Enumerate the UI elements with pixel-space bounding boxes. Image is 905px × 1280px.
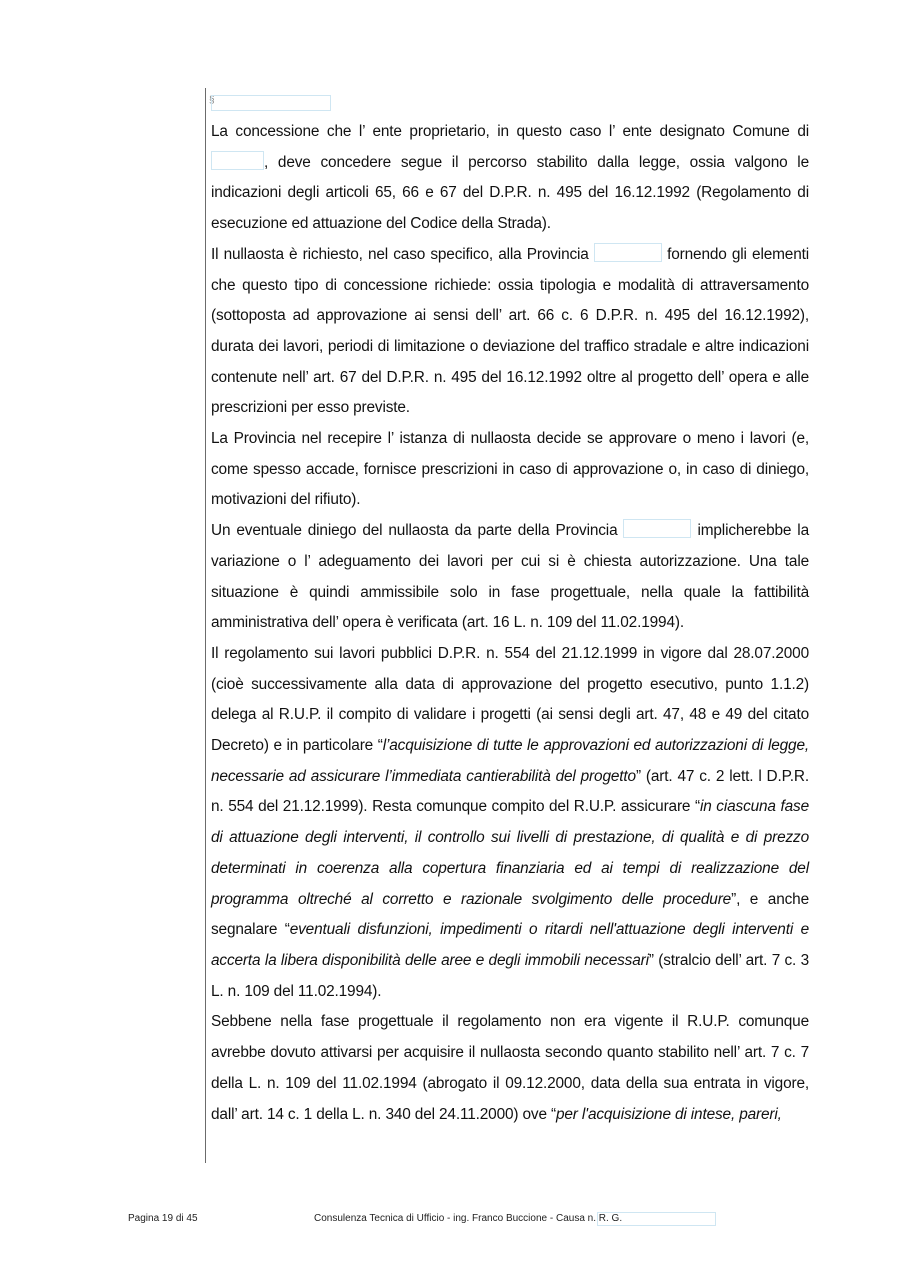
paragraph-4: Un eventuale diniego del nullaosta da parte della Provincia implicherebbe la variazione o l’ adeguamento dei lavori per cui si è chiesta autorizzazione. Una tale situazione è quindi ammissibile solo in fase progettuale, nella quale la fattibilità amministrativa dell’ opera è verificata (art. 16 L. n. 109 del 11.02.1994).: [211, 516, 809, 639]
page-number: Pagina 19 di 45: [128, 1213, 198, 1224]
redacted-province-2: [623, 519, 691, 538]
redacted-province: [594, 243, 662, 262]
paragraph-6: Sebbene nella fase progettuale il regolamento non era vigente il R.U.P. comunque avrebbe dovuto attivarsi per acquisire il nullaosta secondo quanto stabilito nell’ art. 7 c. 7 della L. n. 109 del 11.02.1994 (abrogato il 09.12.2000, data della sua entrata in vigore, dall’ art. 14 c. 1 della L. n. 340 del 24.11.2000) ove “per l'acquisizione di intese, pareri,: [211, 1013, 809, 1123]
redacted-case-number: [597, 1212, 716, 1226]
paragraph-1: La concessione che l’ ente proprietario, in questo caso l’ ente designato Comune di , deve concedere segue il percorso stabilito dalla legge, ossia valgono le indicazioni degli articoli 65, 66 e 67 del D.P.R. n. 495 del 16.12.1992 (Regolamento di esecuzione ed attuazione del Codice della Strada).: [211, 123, 809, 233]
redacted-municipality: [211, 151, 264, 170]
paragraph-5: Il regolamento sui lavori pubblici D.P.R. n. 554 del 21.12.1999 in vigore dal 28.07.2000 (cioè successivamente alla data di approvazione del progetto esecutivo, punto 1.1.2) delega al R.U.P. il compito di validare i progetti (ai sensi degli art. 47, 48 e 49 del citato Decreto) e in particolare “l’acquisizione di tutte le approvazioni ed autorizzazioni di legge, necessarie ad assicurare l’immediata cantierabilità del progetto” (art. 47 c. 2 lett. l D.P.R. n. 554 del 21.12.1999). Resta comunque compito del R.U.P. assicurare “in ciascuna fase di attuazione degli interventi, il controllo sui livelli di prestazione, di qualità e di prezzo determinati in coerenza alla copertura finanziaria ed ai tempi di realizzazione del programma oltreché al corretto e razionale svolgimento delle procedure”, e anche segnalare “eventuali disfunzioni, impedimenti o ritardi nell'attuazione degli interventi e accerta la libera disponibilità delle aree e degli immobili necessari” (stralcio dell’ art. 7 c. 3 L. n. 109 del 11.02.1994).: [211, 644, 810, 1000]
left-margin-rule: [205, 88, 206, 1163]
footer-caption: Consulenza Tecnica di Ufficio - ing. Franco Buccione - Causa n. R. G.: [314, 1213, 623, 1224]
document-body: [211, 117, 809, 1130]
section-mark: §: [209, 95, 215, 106]
paragraph-2: Il nullaosta è richiesto, nel caso specifico, alla Provincia fornendo gli elementi che questo tipo di concessione richiede: ossia tipologia e modalità di attraversamento (sottoposta ad approvazione ai sensi dell’ art. 66 c. 6 D.P.R. n. 495 del 16.12.1992), durata dei lavori, periodi di limitazione o deviazione del traffico stradale e altre indicazioni contenute nell’ art. 67 del D.P.R. n. 495 del 16.12.1992 oltre al progetto dell’ opera e alle prescrizioni per esso previste.: [211, 240, 809, 424]
redacted-heading: [211, 95, 331, 111]
paragraph-3: La Provincia nel recepire l’ istanza di nullaosta decide se approvare o meno i lavori (e, come spesso accade, fornisce prescrizioni in caso di approvazione o, in caso di diniego, motivazioni del rifiuto).: [211, 430, 809, 509]
